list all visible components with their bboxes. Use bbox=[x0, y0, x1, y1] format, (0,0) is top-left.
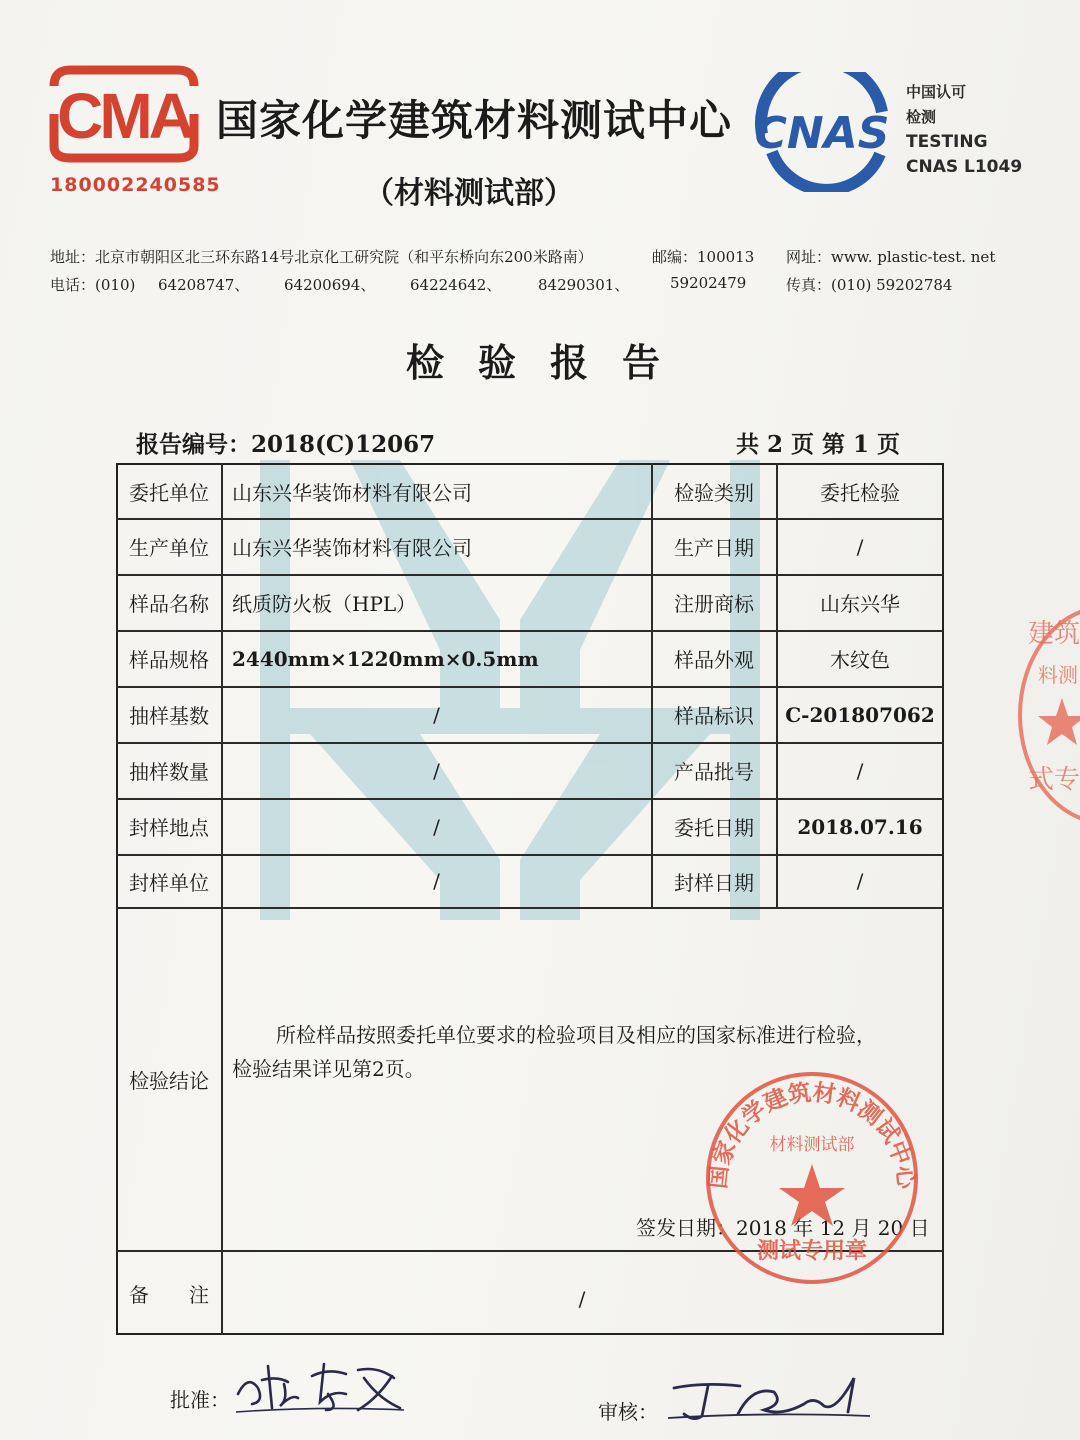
label-seal-unit: 封样单位 bbox=[129, 870, 209, 895]
star-icon bbox=[1038, 698, 1080, 745]
cnas-line-1: 中国认可 bbox=[906, 83, 967, 101]
contact-line-1 bbox=[50, 246, 1030, 268]
label-sampling-base: 抽样基数 bbox=[129, 704, 209, 728]
value-sample-name: 纸质防火板（HPL） bbox=[232, 592, 417, 616]
value-seal-location: / bbox=[433, 814, 440, 839]
value-seal-date: / bbox=[856, 869, 864, 893]
stamp-ring-text: 国家化学建筑材料测试中心 bbox=[704, 1078, 920, 1191]
official-stamp bbox=[702, 1068, 922, 1288]
phone-5: 59202479 bbox=[670, 274, 747, 292]
report-number: 报告编号：2018(C)12067 bbox=[136, 431, 436, 458]
label-client: 委托单位 bbox=[129, 480, 209, 505]
side-stamp-fragment-1: 建筑 bbox=[1028, 619, 1080, 649]
label-batch-no: 产品批号 bbox=[674, 760, 754, 784]
reviewer-signature bbox=[664, 1366, 874, 1426]
label-test-type: 检验类别 bbox=[674, 480, 754, 505]
stamp-bottom-text: 测试专用章 bbox=[756, 1238, 868, 1264]
value-seal-unit: / bbox=[433, 869, 440, 893]
side-stamp bbox=[1010, 600, 1080, 830]
label-commission-date: 委托日期 bbox=[674, 816, 754, 840]
value-sampling-qty: / bbox=[433, 758, 440, 783]
value-test-type: 委托检验 bbox=[820, 480, 900, 505]
label-sample-id: 样品标识 bbox=[674, 704, 754, 728]
approver-signature bbox=[228, 1354, 408, 1416]
cnas-line-4: CNAS L1049 bbox=[906, 157, 1023, 177]
phone-label: 电话：(010) bbox=[50, 276, 136, 294]
org-name: 国家化学建筑材料测试中心 bbox=[216, 96, 733, 145]
phone-1: 64208747、 bbox=[158, 276, 250, 294]
cma-number: 180002240585 bbox=[50, 174, 221, 196]
label-appearance: 样品外观 bbox=[674, 648, 754, 672]
phone-2: 64200694、 bbox=[284, 276, 376, 294]
stamp-inner-text: 材料测试部 bbox=[769, 1135, 855, 1155]
approver-label: 批准： bbox=[170, 1388, 230, 1412]
label-sample-spec: 样品规格 bbox=[129, 648, 209, 672]
value-production-date: / bbox=[856, 534, 864, 559]
value-sample-id: C-201807062 bbox=[785, 702, 935, 727]
label-manufacturer: 生产单位 bbox=[129, 536, 209, 560]
side-stamp-fragment-2: 料测 bbox=[1038, 663, 1078, 687]
postcode: 邮编：100013 bbox=[652, 248, 755, 266]
contact-line-2 bbox=[50, 274, 1030, 296]
cnas-logo bbox=[742, 72, 902, 192]
conclusion-line-1: 所检样品按照委托单位要求的检验项目及相应的国家标准进行检验， bbox=[276, 1023, 876, 1047]
label-trademark: 注册商标 bbox=[674, 592, 754, 616]
issue-date: 签发日期：2018 年 12 月 20 日 bbox=[636, 1216, 930, 1240]
cnas-text bbox=[906, 80, 1022, 180]
cnas-logo-text: CNAS bbox=[754, 108, 890, 159]
org-dept: （材料测试部） bbox=[364, 176, 574, 211]
value-sample-spec: 2440mm×1220mm×0.5mm bbox=[232, 646, 539, 671]
value-sampling-base: / bbox=[433, 702, 440, 727]
cma-logo-text: CMA bbox=[57, 80, 191, 152]
label-sample-name: 样品名称 bbox=[129, 592, 209, 616]
value-batch-no: / bbox=[856, 758, 864, 783]
label-remarks: 备 注 bbox=[129, 1282, 209, 1307]
cnas-line-2: 检测 bbox=[906, 108, 937, 126]
fax: 传真：(010) 59202784 bbox=[786, 276, 953, 294]
value-appearance: 木纹色 bbox=[830, 648, 890, 672]
cnas-line-3: TESTING bbox=[906, 132, 988, 152]
value-commission-date: 2018.07.16 bbox=[797, 814, 923, 839]
value-remarks: / bbox=[578, 1287, 586, 1311]
label-production-date: 生产日期 bbox=[674, 536, 754, 560]
website: 网址：www. plastic-test. net bbox=[786, 248, 996, 266]
label-conclusion: 检验结论 bbox=[129, 1068, 209, 1093]
cma-logo bbox=[44, 64, 204, 164]
address: 地址：北京市朝阳区北三环东路14号北京化工研究院（和平东桥向东200米路南） bbox=[50, 248, 593, 266]
label-seal-date: 封样日期 bbox=[674, 870, 754, 895]
side-stamp-fragment-3: 式专 bbox=[1028, 765, 1080, 795]
value-client: 山东兴华装饰材料有限公司 bbox=[232, 480, 472, 505]
star-icon bbox=[779, 1164, 845, 1226]
phone-3: 64224642、 bbox=[410, 276, 502, 294]
conclusion-line-2: 检验结果详见第2页。 bbox=[232, 1057, 425, 1081]
label-sampling-qty: 抽样数量 bbox=[129, 760, 209, 784]
label-seal-location: 封样地点 bbox=[129, 816, 209, 840]
reviewer-label: 审核： bbox=[598, 1400, 658, 1424]
report-title: 检验报告 bbox=[405, 340, 694, 385]
value-trademark: 山东兴华 bbox=[820, 592, 900, 616]
phone-4: 84290301、 bbox=[538, 276, 630, 294]
value-manufacturer: 山东兴华装饰材料有限公司 bbox=[232, 536, 472, 560]
page-info: 共 2 页 第 1 页 bbox=[736, 431, 901, 458]
